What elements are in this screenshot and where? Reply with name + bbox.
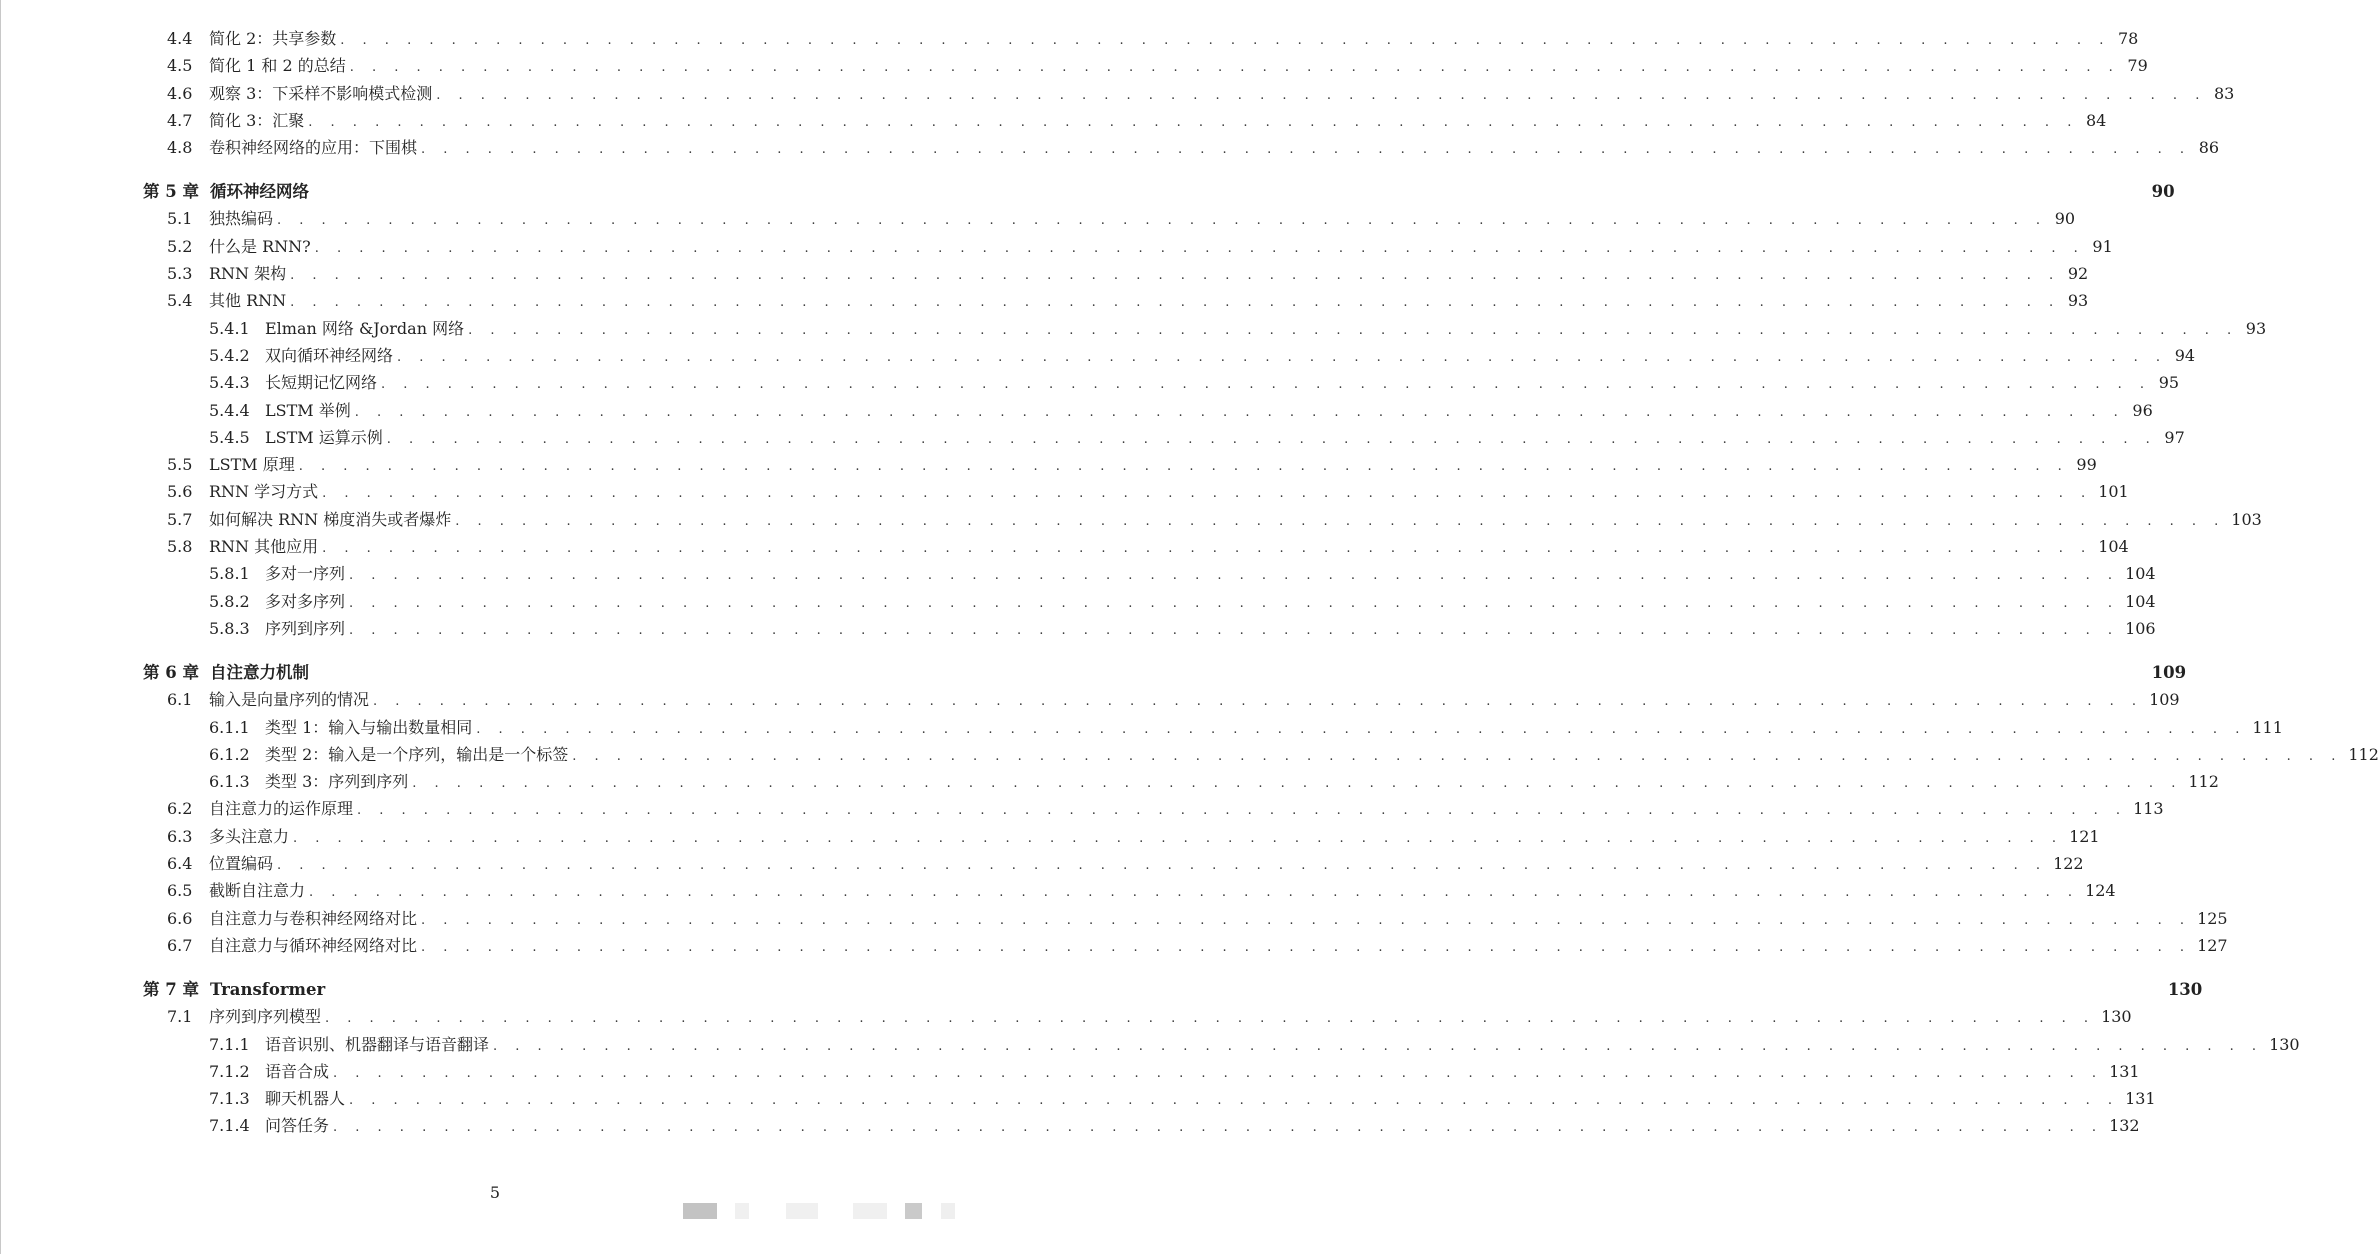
blurred-watermark-block [905,1203,922,1219]
toc-entry-title: 长短期记忆网络 [265,373,378,393]
toc-entry-page: 125 [2197,908,2228,928]
toc-section-entry[interactable] [143,824,2100,851]
toc-entry-number: 6.7 [167,935,193,955]
toc-entry-title: LSTM 举例 [265,400,351,420]
toc-entry-number: 5.4.1 [209,318,250,338]
dot-leader: . . . . . . . . . . . . . . . . . . . . . . . . . . . . . . . . . . . . . . . . . . . . . . . . . . . . . . . . . . . . . . . . . . . . . . . . . . . . . . . . [349,568,2120,584]
toc-entry-number: 5.8.2 [209,591,250,611]
toc-section-entry[interactable] [143,261,2089,288]
toc-entry-title: 简化 2：共享参数 [209,29,337,48]
toc-subsection-entry[interactable] [143,425,2185,452]
dot-leader: . . . . . . . . . . . . . . . . . . . . . . . . . . . . . . . . . . . . . . . . . . . . . . . . . . . . . . . . . . . . . . . . . . . . . . . . . . . . . . . . [476,721,2247,737]
dot-leader: . . . . . . . . . . . . . . . . . . . . . . . . . . . . . . . . . . . . . . . . . . . . . . . . . . . . . . . . . . . . . . . . . . . . . . . . . . . . . . . . [290,295,2061,311]
toc-entry-number: 6.1.2 [209,744,250,764]
toc-entry-title: 位置编码 [209,854,274,874]
toc-section-entry[interactable] [143,1004,2132,1031]
toc-section-entry[interactable] [143,687,2180,714]
toc-entry-number: 5.8.1 [209,564,250,584]
dot-leader: . . . . . . . . . . . . . . . . . . . . . . . . . . . . . . . . . . . . . . . . . . . . . . . . . . . . . . . . . . . . . . . . . . . . . . . . . . . . . . . . [493,1038,2264,1054]
toc-entry-page: 127 [2197,935,2228,955]
toc-entry-number: 7.1.1 [209,1034,250,1054]
toc-entry-page: 78 [2117,29,2139,48]
dot-leader: . . . . . . . . . . . . . . . . . . . . . . . . . . . . . . . . . . . . . . . . . . . . . . . . . . . . . . . . . . . . . . . . . . . . . . . . . . . . . . . . [421,912,2192,928]
dot-leader: . . . . . . . . . . . . . . . . . . . . . . . . . . . . . . . . . . . . . . . . . . . . . . . . . . . . . . . . . . . . . . . . . . . . . . . . . . . . . . . . [455,513,2226,529]
dot-leader: . . . . . . . . . . . . . . . . . . . . . . . . . . . . . . . . . . . . . . . . . . . . . . . . . . . . . . . . . . . . . . . . . . . . . . . . . . . . . . . . [298,459,2069,475]
toc-entry-page: 97 [2164,427,2185,447]
toc-entry-title: 自注意力的运作原理 [209,799,354,819]
toc-subsection-entry[interactable] [143,742,2379,769]
dot-leader: . . . . . . . . . . . . . . . . . . . . . . . . . . . . . . . . . . . . . . . . . . . . . . . . . . . . . . . . . . . . . . . . . . . . . . . . . . . . . . . . [340,33,2111,48]
toc-entry-title: 自注意力与卷积神经网络对比 [209,908,418,928]
toc-section-entry[interactable] [143,507,2262,534]
toc-entry-number: 5.6 [167,482,193,502]
toc-entry-title: 截断自注意力 [209,881,306,901]
toc-section-entry[interactable] [143,452,2097,479]
toc-entry-number: 7.1.3 [209,1089,250,1109]
dot-leader: . . . . . . . . . . . . . . . . . . . . . . . . . . . . . . . . . . . . . . . . . . . . . . . . . . . . . . . . . . . . . . . . . . . . . . . . . . . . . . . . [322,486,2093,502]
toc-entry-number: 5.4.5 [209,427,250,447]
toc-section-entry[interactable] [143,796,2164,823]
toc-entry-title: LSTM 原理 [209,455,295,475]
toc-entry-title: 循环神经网络 [210,182,309,202]
toc-entry-number: 7.1 [167,1007,193,1027]
dot-leader: . . . . . . . . . . . . . . . . . . . . . . . . . . . . . . . . . . . . . . . . . . . . . . . . . . . . . . . . . . . . . . . . . . . . . . . . . . . . . . . . [325,1011,2096,1027]
toc-entry-number: 6.1.3 [209,772,250,792]
toc-entry-title: 什么是 RNN? [209,236,311,256]
dot-leader: . . . . . . . . . . . . . . . . . . . . . . . . . . . . . . . . . . . . . . . . . . . . . . . . . . . . . . . . . . . . . . . . . . . . . . . . . . . . . . . . [373,694,2144,710]
toc-entry-page: 93 [2245,318,2267,338]
toc-entry-title: 简化 1 和 2 的总结 [209,56,346,76]
toc-entry-page: 130 [2269,1034,2300,1054]
toc-entry-page: 79 [2127,56,2148,76]
toc-entry-number: 6.2 [167,799,193,819]
toc-entry-page: 122 [2053,854,2084,874]
toc-chapter-entry[interactable] [143,659,2187,687]
toc-entry-number: 5.4.2 [209,345,250,365]
toc-entry-page: 101 [2098,482,2129,502]
toc-entry-page: 104 [2098,537,2129,557]
dot-leader: . . . . . . . . . . . . . . . . . . . . . . . . . . . . . . . . . . . . . . . . . . . . . . . . . . . . . . . . . . . . . . . . . . . . . . . . . . . . . . . . [277,858,2048,874]
toc-entry-number: 5.5 [167,455,193,475]
toc-entry-page: 94 [2174,345,2196,365]
toc-entry-title: 输入是向量序列的情况 [209,690,370,710]
toc-entry-number: 5.7 [167,509,193,529]
toc-entry-number: 6.6 [167,908,193,928]
blurred-watermark-block [853,1203,887,1219]
toc-entry-number: 6.3 [167,826,193,846]
toc-entry-number: 6.5 [167,881,193,901]
toc-entry-title: 问答任务 [265,1116,330,1136]
dot-leader: . . . . . . . . . . . . . . . . . . . . . . . . . . . . . . . . . . . . . . . . . . . . . . . . . . . . . . . . . . . . . . . . . . . . . . . . . . . . . . . . [436,87,2207,103]
toc-entry-title: 如何解决 RNN 梯度消失或者爆炸 [209,509,452,529]
toc-entry-number: 第 5 章 [143,182,199,202]
toc-entry-page: 130 [2167,980,2203,1000]
dot-leader: . . . . . . . . . . . . . . . . . . . . . . . . . . . . . . . . . . . . . . . . . . . . . . . . . . . . . . . . . . . . . . . . . . . . . . . . . . . . . . . . [333,1120,2104,1136]
toc-entry-number: 4.4 [167,29,193,48]
toc-entry-title: 类型 3：序列到序列 [265,772,409,792]
toc-entry-title: 独热编码 [209,209,274,229]
toc-section-entry[interactable] [143,906,2228,933]
toc-entry-page: 130 [2101,1007,2132,1027]
toc-entry-page: 92 [2067,264,2089,284]
toc-entry-number: 6.1 [167,690,193,710]
toc-chapter-entry[interactable] [143,976,2203,1004]
toc-entry-number: 5.4.3 [209,373,250,393]
toc-entry-page: 84 [2085,110,2107,130]
dot-leader: . . . . . . . . . . . . . . . . . . . . . . . . . . . . . . . . . . . . . . . . . . . . . . . . . . . . . . . . . . . . . . . . . . . . . . . . . . . . . . . . [354,404,2125,420]
toc-entry-number: 5.8.3 [209,618,250,638]
toc-entry-title: 卷积神经网络的应用：下围棋 [209,138,418,158]
toc-subsection-entry[interactable] [143,715,2283,742]
toc-section-entry[interactable] [143,26,2139,53]
dot-leader: . . . . . . . . . . . . . . . . . . . . . . . . . . . . . . . . . . . . . . . . . . . . . . . . . . . . . . . . . . . . . . . . . . . . . . . . . . . . . . . . [421,939,2192,955]
toc-section-entry[interactable] [143,81,2235,108]
blurred-watermark-block [683,1203,717,1219]
toc-section-entry[interactable] [143,53,2148,80]
toc-entry-number: 5.8 [167,537,193,557]
toc-entry-title: 观察 3：下采样不影响模式检测 [209,83,433,103]
toc-entry-page: 96 [2132,400,2153,420]
toc-entry-title: 自注意力与循环神经网络对比 [209,935,418,955]
toc-entry-number: 6.4 [167,854,193,874]
toc-entry-page: 132 [2109,1116,2140,1136]
dot-leader: . . . . . . . . . . . . . . . . . . . . . . . . . . . . . . . . . . . . . . . . . . . . . . . . . . . . . . . . . . . . . . . . . . . . . . . . . . . . . . . . [572,748,2343,764]
toc-entry-number: 5.3 [167,264,193,284]
toc-entry-title: Transformer [210,980,326,1000]
toc-chapter-entry[interactable] [143,178,2175,206]
dot-leader: . . . . . . . . . . . . . . . . . . . . . . . . . . . . . . . . . . . . . . . . . . . . . . . . . . . . . . . . . . . . . . . . . . . . . . . . . . . . . . . . [381,377,2152,393]
toc-entry-number: 4.5 [167,56,193,76]
toc-entry-number: 5.2 [167,236,193,256]
toc-entry-page: 121 [2069,826,2100,846]
toc-entry-title: 序列到序列模型 [209,1007,322,1027]
toc-entry-page: 111 [2252,717,2283,737]
toc-subsection-entry[interactable] [143,316,2267,343]
toc-section-entry[interactable] [143,234,2113,261]
toc-entry-title: RNN 其他应用 [209,537,319,557]
toc-entry-title: 多头注意力 [209,826,290,846]
toc-entry-title: 多对一序列 [265,564,346,584]
toc-entry-page: 83 [2213,83,2235,103]
page-left-edge [0,0,1,1254]
dot-leader: . . . . . . . . . . . . . . . . . . . . . . . . . . . . . . . . . . . . . . . . . . . . . . . . . . . . . . . . . . . . . . . . . . . . . . . . . . . . . . . . [397,349,2168,365]
toc-section-entry[interactable] [143,851,2084,878]
dot-leader: . . . . . . . . . . . . . . . . . . . . . . . . . . . . . . . . . . . . . . . . . . . . . . . . . . . . . . . . . . . . . . . . . . . . . . . . . . . . . . . . [349,60,2120,76]
toc-entry-page: 109 [2149,690,2180,710]
toc-entry-title: 简化 3：汇聚 [209,110,305,130]
toc-entry-page: 113 [2133,799,2164,819]
toc-entry-title: 语音识别、机器翻译与语音翻译 [265,1034,490,1054]
toc-entry-page: 109 [2151,663,2187,683]
toc-entry-page: 131 [2109,1061,2140,1081]
toc-entry-number: 4.7 [167,110,193,130]
toc-entry-number: 第 6 章 [143,663,199,683]
toc-section-entry[interactable] [143,288,2089,315]
toc-entry-number: 5.4.4 [209,400,250,420]
toc-entry-title: LSTM 运算示例 [265,427,383,447]
dot-leader: . . . . . . . . . . . . . . . . . . . . . . . . . . . . . . . . . . . . . . . . . . . . . . . . . . . . . . . . . . . . . . . . . . . . . . . . . . . . . . . . [349,595,2120,611]
toc-entry-page: 86 [2198,138,2220,158]
toc-subsection-entry[interactable] [143,398,2153,425]
toc-entry-number: 5.4 [167,291,193,311]
toc-entry-page: 104 [2125,591,2156,611]
toc-entry-number: 7.1.4 [209,1116,250,1136]
dot-leader: . . . . . . . . . . . . . . . . . . . . . . . . . . . . . . . . . . . . . . . . . . . . . . . . . . . . . . . . . . . . . . . . . . . . . . . . . . . . . . . . [290,268,2061,284]
toc-entry-page: 90 [2054,209,2076,229]
toc-entry-page: 124 [2085,881,2116,901]
dot-leader: . . . . . . . . . . . . . . . . . . . . . . . . . . . . . . . . . . . . . . . . . . . . . . . . . . . . . . . . . . . . . . . . . . . . . . . . . . . . . . . . [277,213,2048,229]
toc-subsection-entry[interactable] [143,616,2156,643]
toc-subsection-entry[interactable] [143,589,2156,616]
toc-entry-title: 类型 1：输入与输出数量相同 [265,717,473,737]
page-number: 5 [489,1183,501,1202]
toc-entry-number: 4.6 [167,83,193,103]
toc-section-entry[interactable] [143,534,2129,561]
toc-entry-page: 112 [2188,772,2219,792]
dot-leader: . . . . . . . . . . . . . . . . . . . . . . . . . . . . . . . . . . . . . . . . . . . . . . . . . . . . . . . . . . . . . . . . . . . . . . . . . . . . . . . . [309,885,2080,901]
toc-entry-number: 4.8 [167,138,193,158]
toc-subsection-entry[interactable] [143,1059,2140,1086]
toc-entry-number: 5.1 [167,209,193,229]
toc-subsection-entry[interactable] [143,561,2156,588]
toc-section-entry[interactable] [143,878,2116,905]
toc-entry-page: 131 [2125,1089,2156,1109]
toc-entry-page: 93 [2067,291,2089,311]
dot-leader: . . . . . . . . . . . . . . . . . . . . . . . . . . . . . . . . . . . . . . . . . . . . . . . . . . . . . . . . . . . . . . . . . . . . . . . . . . . . . . . . [386,431,2157,447]
toc-entry-title: 其他 RNN [209,291,287,311]
toc-entry-page: 104 [2125,564,2156,584]
toc-entry-title: 类型 2：输入是一个序列，输出是一个标签 [265,744,569,764]
toc-entry-title: RNN 架构 [209,264,287,284]
toc-subsection-entry[interactable] [143,1086,2156,1113]
dot-leader: . . . . . . . . . . . . . . . . . . . . . . . . . . . . . . . . . . . . . . . . . . . . . . . . . . . . . . . . . . . . . . . . . . . . . . . . . . . . . . . . [333,1065,2104,1081]
toc-entry-number: 6.1.1 [209,717,250,737]
toc-section-entry[interactable] [143,206,2076,233]
dot-leader: . . . . . . . . . . . . . . . . . . . . . . . . . . . . . . . . . . . . . . . . . . . . . . . . . . . . . . . . . . . . . . . . . . . . . . . . . . . . . . . . [314,240,2085,256]
blurred-watermark-block [735,1203,749,1219]
dot-leader: . . . . . . . . . . . . . . . . . . . . . . . . . . . . . . . . . . . . . . . . . . . . . . . . . . . . . . . . . . . . . . . . . . . . . . . . . . . . . . . . [308,114,2079,130]
blurred-watermark-block [786,1203,818,1219]
toc-entry-page: 112 [2348,744,2379,764]
blurred-watermark-block [941,1203,955,1219]
toc-entry-title: 语音合成 [265,1061,330,1081]
toc-entry-page: 106 [2125,618,2156,638]
toc-entry-title: 聊天机器人 [265,1089,346,1109]
toc-subsection-entry[interactable] [143,1113,2140,1140]
toc-entry-title: Elman 网络 &Jordan 网络 [265,318,465,338]
toc-section-entry[interactable] [143,108,2107,135]
toc-entry-title: 双向循环神经网络 [265,345,394,365]
toc-entry-number: 7.1.2 [209,1061,250,1081]
toc-entry-page: 99 [2076,455,2097,475]
toc-entry-title: 自注意力机制 [210,663,309,683]
toc-entry-title: RNN 学习方式 [209,482,319,502]
dot-leader: . . . . . . . . . . . . . . . . . . . . . . . . . . . . . . . . . . . . . . . . . . . . . . . . . . . . . . . . . . . . . . . . . . . . . . . . . . . . . . . . [349,1093,2120,1109]
table-of-contents [143,26,2379,1141]
dot-leader: . . . . . . . . . . . . . . . . . . . . . . . . . . . . . . . . . . . . . . . . . . . . . . . . . . . . . . . . . . . . . . . . . . . . . . . . . . . . . . . . [322,541,2093,557]
dot-leader: . . . . . . . . . . . . . . . . . . . . . . . . . . . . . . . . . . . . . . . . . . . . . . . . . . . . . . . . . . . . . . . . . . . . . . . . . . . . . . . . [357,803,2128,819]
dot-leader: . . . . . . . . . . . . . . . . . . . . . . . . . . . . . . . . . . . . . . . . . . . . . . . . . . . . . . . . . . . . . . . . . . . . . . . . . . . . . . . . [293,830,2064,846]
dot-leader: . . . . . . . . . . . . . . . . . . . . . . . . . . . . . . . . . . . . . . . . . . . . . . . . . . . . . . . . . . . . . . . . . . . . . . . . . . . . . . . . [349,622,2120,638]
toc-entry-title: 多对多序列 [265,591,346,611]
toc-entry-page: 91 [2092,236,2113,256]
dot-leader: . . . . . . . . . . . . . . . . . . . . . . . . . . . . . . . . . . . . . . . . . . . . . . . . . . . . . . . . . . . . . . . . . . . . . . . . . . . . . . . . [421,142,2192,158]
toc-subsection-entry[interactable] [143,343,2196,370]
toc-subsection-entry[interactable] [143,370,2180,397]
toc-entry-page: 95 [2158,373,2180,393]
toc-entry-page: 103 [2231,509,2262,529]
toc-section-entry[interactable] [143,479,2129,506]
toc-section-entry[interactable] [143,135,2220,162]
toc-entry-number: 第 7 章 [143,980,199,1000]
toc-subsection-entry[interactable] [143,1032,2300,1059]
toc-section-entry[interactable] [143,933,2228,960]
dot-leader: . . . . . . . . . . . . . . . . . . . . . . . . . . . . . . . . . . . . . . . . . . . . . . . . . . . . . . . . . . . . . . . . . . . . . . . . . . . . . . . . [412,776,2183,792]
toc-entry-title: 序列到序列 [265,618,346,638]
dot-leader: . . . . . . . . . . . . . . . . . . . . . . . . . . . . . . . . . . . . . . . . . . . . . . . . . . . . . . . . . . . . . . . . . . . . . . . . . . . . . . . . [468,322,2239,338]
toc-entry-page: 90 [2151,182,2175,202]
toc-subsection-entry[interactable] [143,769,2219,796]
